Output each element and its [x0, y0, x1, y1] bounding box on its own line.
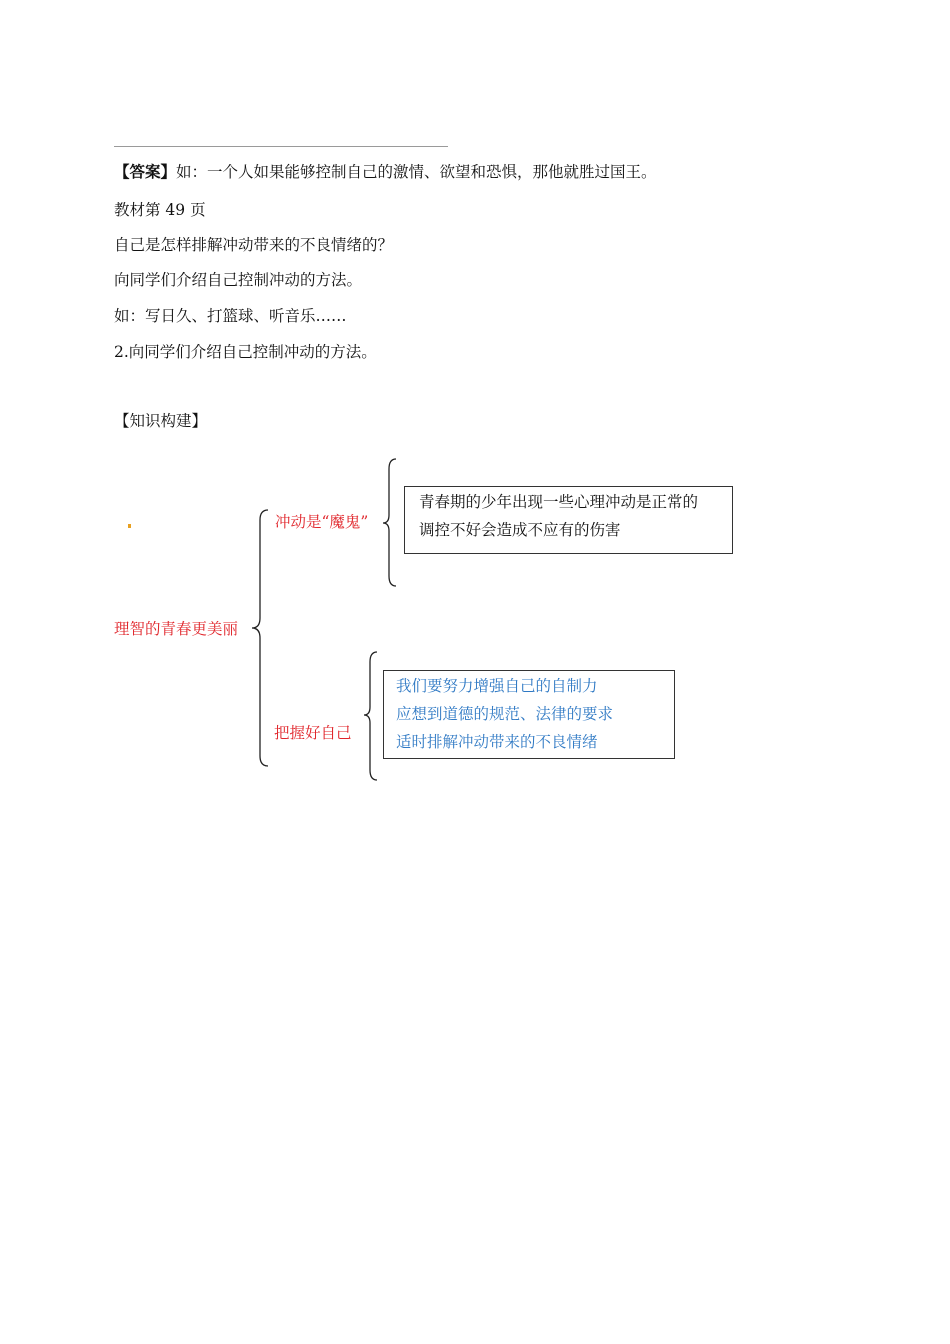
section-title: 【知识构建】: [114, 412, 208, 430]
branch-two-brace: [364, 652, 377, 780]
branch-label-self-control: 把握好自己: [274, 724, 352, 742]
branch-two-item: 我们要努力增强自己的自制力: [396, 677, 598, 695]
textbook-page-ref: 教材第 49 页: [114, 201, 206, 219]
branch-two-item: 应想到道德的规范、法律的要求: [396, 705, 614, 723]
answer-label: 【答案】: [114, 162, 177, 181]
branch-one-item: 调控不好会造成不应有的伤害: [419, 521, 621, 539]
question-line: 自己是怎样排解冲动带来的不良情绪的？: [114, 236, 394, 254]
branch-one-brace: [383, 459, 396, 586]
root-brace: [252, 510, 268, 766]
example-line: 如：写日久、打篮球、听音乐……: [114, 307, 347, 325]
instruction-line: 向同学们介绍自己控制冲动的方法。: [114, 271, 363, 289]
mindmap-root: 理智的青春更美丽: [114, 620, 239, 638]
branch-label-impulse: 冲动是“魔鬼”: [275, 513, 369, 531]
branch-one-box: [404, 486, 733, 554]
branch-two-box: [383, 670, 675, 759]
branch-one-item: 青春期的少年出现一些心理冲动是正常的: [419, 493, 699, 511]
branch-two-item: 适时排解冲动带来的不良情绪: [396, 733, 598, 751]
answer-text: 如：一个人如果能够控制自己的激情、欲望和恐惧，那他就胜过国王。: [176, 163, 657, 181]
numbered-line: 2.向同学们介绍自己控制冲动的方法。: [114, 343, 377, 361]
